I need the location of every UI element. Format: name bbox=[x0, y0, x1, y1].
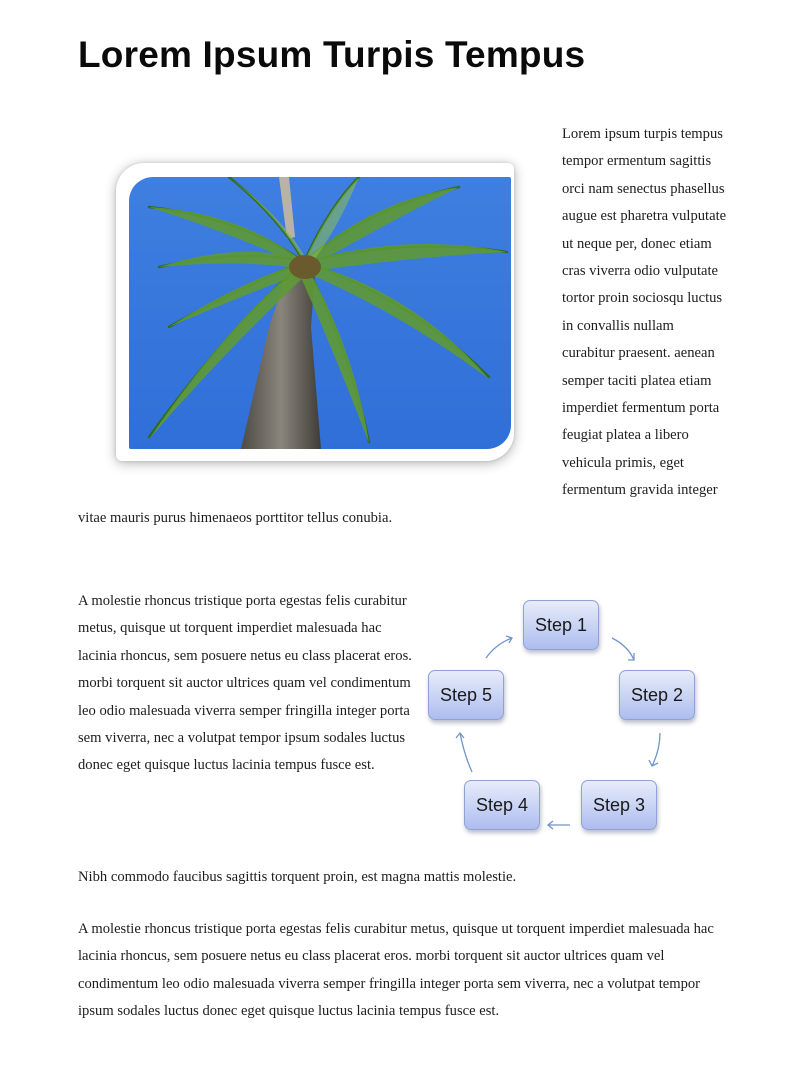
palm-tree-photo bbox=[129, 177, 511, 449]
intro-paragraph: Lorem ipsum turpis tempus tempor ermentum sagittis orci nam senectus phasellus augue est pharetra vulputate ut neque per, donec etiam cras viverra odio vulputate tortor proin sociosqu luctus in convallis nullam curabitur praesent. aenean semper taciti platea etiam imperdiet fermentum porta feugiat platea a libero vehicula primis, eget fermentum gravida integer vitae mauris purus himenaeos porttitor tellus conubia. bbox=[78, 126, 727, 526]
arrow-1-2 bbox=[612, 638, 634, 660]
palm-tree-image bbox=[129, 177, 511, 449]
step-1-box: Step 1 bbox=[523, 600, 599, 650]
arrow-2-3 bbox=[652, 733, 660, 766]
short-paragraph: Nibh commodo faucibus sagittis torquent proin, est magna mattis molestie. bbox=[78, 869, 517, 885]
step-4-box: Step 4 bbox=[464, 780, 540, 830]
step-2-box: Step 2 bbox=[619, 670, 695, 720]
page-title: Lorem Ipsum Turpis Tempus bbox=[78, 34, 586, 75]
arrow-4-5 bbox=[460, 733, 472, 772]
step-cycle-diagram bbox=[420, 590, 710, 840]
step-5-box: Step 5 bbox=[428, 670, 504, 720]
photo-float bbox=[78, 121, 562, 497]
cycle-side-paragraph: A molestie rhoncus tristique porta egestas felis curabitur metus, quisque ut torquent imperdiet malesuada hac lacinia rhoncus, sem posuere netus eu class placerat eros. morbi torquent sit auctor ultrices quam vel condimentum leo odio malesuada viverra semper fringilla integer porta sem viverra, nec a volutpat tempor ipsum sodales luctus donec eget quisque luctus lacinia tempus fusce est. bbox=[78, 593, 412, 774]
arrow-5-1 bbox=[486, 638, 512, 658]
closing-paragraph: A molestie rhoncus tristique porta egestas felis curabitur metus, quisque ut torquent imperdiet malesuada hac lacinia rhoncus, sem posuere netus eu class placerat eros. morbi torquent sit auctor ultrices quam vel condimentum leo odio malesuada viverra semper fringilla integer porta sem viverra, nec a volutpat tempor ipsum sodales luctus donec eget quisque luctus lacinia tempus fusce est. bbox=[78, 921, 714, 1020]
intro-section bbox=[78, 121, 728, 532]
step-3-box: Step 3 bbox=[581, 780, 657, 830]
